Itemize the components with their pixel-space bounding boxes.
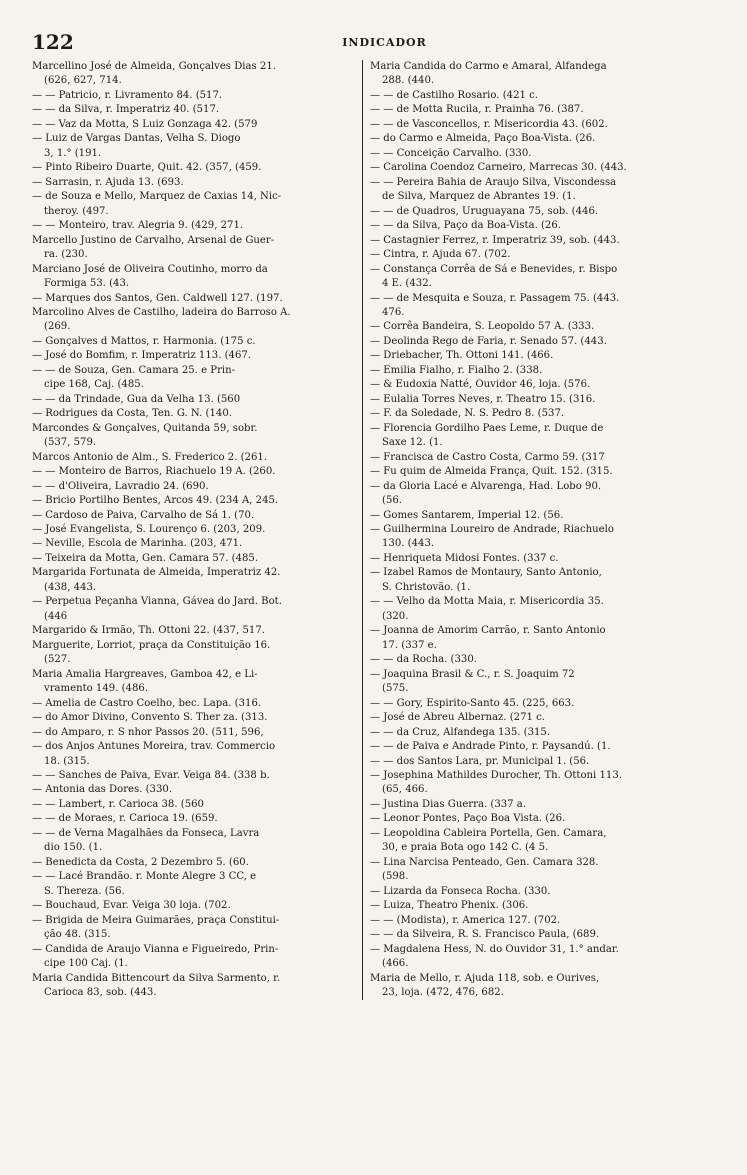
directory-line: — Josephina Mathildes Durocher, Th. Ottoni 113. — [370, 769, 622, 781]
directory-line: — Bouchaud, Evar. Veiga 30 loja. (702. — [32, 900, 231, 912]
directory-line: — Pinto Ribeiro Duarte, Quit. 42. (357, (459. — [32, 162, 262, 174]
directory-line: — — de Mesquita e Souza, r. Passagem 75. (443. — [370, 292, 620, 304]
directory-line: Marcellino José de Almeida, Gonçalves Dias 21. — [32, 61, 276, 72]
directory-line: (320. — [382, 610, 409, 622]
directory-line: — Lina Narcisa Penteado, Gen. Camara 328. — [370, 856, 599, 868]
directory-line: Maria Candida Bittencourt da Silva Sarmento, r. — [32, 972, 281, 984]
directory-line: Marcolino Alves de Castilho, ladeira do Barroso A. — [32, 306, 291, 318]
directory-line: Saxe 12. (1. — [382, 437, 443, 449]
directory-line: — Brigida de Meira Guimarães, praça Constitui- — [32, 914, 280, 926]
directory-line: — — Vaz da Motta, S Luiz Gonzaga 42. (579 — [32, 118, 258, 130]
directory-line: vramento 149. (486. — [44, 683, 149, 695]
directory-line: — — da Silva, Paço da Boa-Vista. (26. — [370, 220, 561, 232]
directory-line: — do Amor Divino, Convento S. Ther za. (313. — [32, 712, 268, 724]
directory-line: (65, 466. — [382, 784, 428, 796]
left-column — [32, 60, 362, 1000]
directory-line: — José Evangelista, S. Lourenço 6. (203, 209. — [32, 524, 266, 535]
directory-line: — — (Modista), r. America 127. (702. — [370, 914, 561, 926]
directory-line: — — Monteiro de Barros, Riachuelo 19 A. (260. — [32, 466, 276, 478]
directory-line: — Emilia Fialho, r. Fialho 2. (338. — [370, 364, 543, 376]
directory-line: Formiga 53. (43. — [44, 278, 130, 290]
directory-line: — — de Verna Magalhães da Fonseca, Lavra — [32, 827, 260, 839]
directory-line: — dos Anjos Antunes Moreira, trav. Commercio — [32, 741, 276, 753]
directory-line: — Izabel Ramos de Montaury, Santo Antonio, — [370, 567, 602, 579]
directory-line: — Castagnier Ferrez, r. Imperatriz 39, sob. (443. — [370, 234, 620, 246]
directory-line: — Perpetua Peçanha Vianna, Gávea do Jard. Bot. — [32, 596, 282, 608]
directory-line: — Amelia de Castro Coelho, bec. Lapa. (316. — [32, 697, 262, 709]
directory-line: (438, 443. — [44, 581, 97, 593]
directory-line: (269. — [44, 321, 71, 333]
directory-line: — Leopoldina Cableira Portella, Gen. Camara, — [370, 827, 607, 839]
directory-line: — — da Cruz, Alfandega 135. (315. — [370, 726, 551, 738]
directory-line: 130. (443. — [382, 538, 435, 550]
directory-line: — Florencia Gordilho Paes Leme, r. Duque de — [370, 422, 604, 434]
directory-line: — Henriqueta Midosi Fontes. (337 c. — [370, 552, 559, 564]
directory-line: — Antonia das Dores. (330. — [32, 784, 173, 796]
directory-line: (575. — [382, 683, 409, 695]
directory-line: — Bricio Portilho Bentes, Arcos 49. (234 A, 245. — [32, 495, 279, 507]
directory-line: 23, loja. (472, 476, 682. — [382, 987, 504, 998]
directory-line: — do Carmo e Almeida, Paço Boa-Vista. (26. — [370, 133, 596, 145]
directory-line: de Silva, Marquez de Abrantes 19. (1. — [382, 191, 576, 203]
directory-line: — — Monteiro, trav. Alegria 9. (429, 271. — [32, 220, 244, 232]
directory-line: — Marques dos Santos, Gen. Caldwell 127. (197. — [32, 292, 283, 304]
directory-line: — Gomes Santarem, Imperial 12. (56. — [370, 509, 564, 521]
directory-line: — Eulalia Torres Neves, r. Theatro 15. (316. — [370, 393, 596, 405]
directory-line: — — Pereira Bahia de Araujo Silva, Viscondessa — [370, 176, 617, 188]
directory-line: cipe 168, Caj. (485. — [44, 379, 144, 391]
directory-line: Maria de Mello, r. Ajuda 118, sob. e Ourives, — [370, 972, 600, 984]
directory-line: — — da Silveira, R. S. Francisco Paula, (689. — [370, 929, 600, 941]
directory-line: Marguerite, Lorriot, praça da Constituição 16. — [32, 639, 271, 651]
directory-line: — Luiza, Theatro Phenix. (306. — [370, 900, 529, 912]
directory-line: — — de Moraes, r. Carioca 19. (659. — [32, 813, 218, 825]
directory-line: — Fu quim de Almeida França, Quit. 152. (315. — [370, 466, 613, 478]
directory-line: (56. — [382, 495, 402, 507]
directory-line: S. Thereza. (56. — [44, 885, 125, 897]
directory-line: — Corrêa Bandeira, S. Leopoldo 57 A. (333. — [370, 321, 595, 333]
directory-line: — — da Rocha. (330. — [370, 654, 477, 666]
directory-line: — Deolinda Rego de Faria, r. Senado 57. (443. — [370, 335, 607, 347]
directory-line: — — d'Oliveira, Lavradio 24. (690. — [32, 480, 209, 492]
directory-line: — Candida de Araujo Vianna e Figueiredo, Prin- — [32, 943, 279, 955]
directory-line: — Carolina Coendoz Carneiro, Marrecas 30. (443. — [370, 162, 627, 174]
directory-line: 476. — [382, 306, 405, 318]
directory-line: Carioca 83, sob. (443. — [44, 987, 157, 998]
page-header — [32, 30, 737, 52]
directory-line: (626, 627, 714. — [44, 75, 122, 87]
directory-line: — — de Paiva e Andrade Pinto, r. Paysandú. (1. — [370, 741, 611, 753]
directory-line: — — de Quadros, Uruguayana 75, sob. (446. — [370, 205, 599, 217]
directory-line: — Teixeira da Motta, Gen. Camara 57. (485. — [32, 552, 259, 564]
directory-line: — — de Souza, Gen. Camara 25. e Prin- — [32, 364, 236, 376]
right-column — [363, 60, 701, 1000]
directory-line: — José de Abreu Albernaz. (271 c. — [370, 712, 545, 724]
directory-line: cipe 100 Caj. (1. — [44, 958, 128, 970]
directory-line: dio 150. (1. — [44, 842, 103, 854]
directory-line: Marcos Antonio de Alm., S. Frederico 2. (261. — [32, 451, 268, 463]
directory-line: (466. — [382, 958, 409, 970]
directory-line: — F. da Soledade, N. S. Pedro 8. (537. — [370, 408, 565, 420]
directory-line: — Luiz de Vargas Dantas, Velha S. Diogo — [32, 133, 241, 145]
directory-line: — & Eudoxia Natté, Ouvidor 46, loja. (576. — [370, 379, 591, 391]
directory-line: — — dos Santos Lara, pr. Municipal 1. (56. — [370, 755, 590, 767]
directory-line: — — Lambert, r. Carioca 38. (560 — [32, 798, 204, 810]
directory-line: — Cardoso de Paiva, Carvalho de Sá 1. (70. — [32, 509, 255, 521]
directory-line: ção 48. (315. — [44, 929, 111, 941]
directory-line: — da Gloria Lacé e Alvarenga, Had. Lobo 90. — [370, 480, 602, 492]
directory-line: — — de Vasconcellos, r. Misericordia 43. (602. — [370, 118, 608, 130]
directory-line: — Justina Dias Guerra. (337 a. — [370, 798, 527, 810]
directory-line: — do Amparo, r. S nhor Passos 20. (511, 596, — [32, 726, 264, 738]
directory-line: — Driebacher, Th. Ottoni 141. (466. — [370, 350, 554, 362]
directory-line: — — de Motta Rucila, r. Prainha 76. (387. — [370, 104, 584, 116]
directory-line: — José do Bomfim, r. Imperatriz 113. (467. — [32, 350, 252, 362]
directory-line: Maria Candida do Carmo e Amaral, Alfandega — [370, 61, 607, 72]
directory-line: Margarida Fortunata de Almeida, Imperatriz 42. — [32, 567, 281, 579]
directory-line: — Constança Corrêa de Sá e Benevides, r. Bispo — [370, 263, 618, 275]
directory-line: — Joanna de Amorim Carrão, r. Santo Antonio — [370, 625, 606, 637]
directory-line: 4 E. (432. — [382, 278, 432, 290]
directory-line: 17. (337 e. — [382, 639, 437, 651]
directory-line: ra. (230. — [44, 249, 88, 261]
directory-line: — Magdalena Hess, N. do Ouvidor 31, 1.° andar. — [370, 943, 619, 955]
directory-line: — Guilhermina Loureiro de Andrade, Riachuelo — [370, 524, 614, 535]
directory-line: — — Patricio, r. Livramento 84. (517. — [32, 89, 223, 101]
directory-line: — Benedicta da Costa, 2 Dezembro 5. (60. — [32, 856, 249, 868]
directory-line: — — Velho da Motta Maia, r. Misericordia 35. — [370, 596, 604, 608]
directory-line: — — da Silva, r. Imperatriz 40. (517. — [32, 104, 220, 116]
directory-line: Marcello Justino de Carvalho, Arsenal de Guer- — [32, 234, 275, 246]
directory-line: 18. (315. — [44, 755, 90, 767]
directory-line: — Francisca de Castro Costa, Carmo 59. (317 — [370, 451, 605, 463]
directory-line: 30, e praia Bota ogo 142 C. (4 5. — [382, 842, 549, 854]
directory-line: — — Lacé Brandão. r. Monte Alegre 3 CC, e — [32, 871, 257, 883]
directory-line: (598. — [382, 871, 409, 883]
directory-line: — Rodrigues da Costa, Ten. G. N. (140. — [32, 408, 232, 420]
running-title: INDICADOR — [342, 36, 427, 49]
directory-line: — — Gory, Espirito-Santo 45. (225, 663. — [370, 697, 575, 709]
directory-line: — de Souza e Mello, Marquez de Caxias 14, Nic- — [32, 191, 282, 203]
directory-line: Margarido & Irmão, Th. Ottoni 22. (437, 517. — [32, 625, 265, 637]
directory-line: — Sarrasin, r. Ajuda 13. (693. — [32, 176, 184, 188]
directory-line: theroy. (497. — [44, 205, 109, 217]
directory-line: — — Conceição Carvalho. (330. — [370, 147, 532, 159]
directory-line: S. Christovão. (1. — [382, 581, 471, 593]
directory-line: — Joaquina Brasil & C., r. S. Joaquim 72 — [370, 668, 575, 680]
page-number: 122 — [32, 30, 74, 54]
directory-line: Marciano José de Oliveira Coutinho, morro da — [32, 263, 268, 275]
directory-line: 3, 1.° (191. — [44, 147, 102, 159]
directory-line: — Cintra, r. Ajuda 67. (702. — [370, 249, 511, 261]
directory-line: (527. — [44, 654, 71, 666]
directory-line: 288. (440. — [382, 75, 435, 87]
directory-line: (537, 579. — [44, 437, 97, 449]
directory-line: — — da Trindade, Gua da Velha 13. (560 — [32, 393, 241, 405]
directory-line: — Gonçalves d Mattos, r. Harmonia. (175 c. — [32, 335, 256, 347]
directory-line: — Leonor Pontes, Paço Boa Vista. (26. — [370, 813, 566, 825]
directory-line: — — Sanches de Paiva, Evar. Veiga 84. (338 b. — [32, 769, 270, 781]
two-column-body — [32, 60, 737, 1000]
directory-line: Marcondes & Gonçalves, Quitanda 59, sobr. — [32, 422, 258, 434]
directory-line: — — de Castilho Rosario. (421 c. — [370, 89, 538, 101]
directory-line: — Lizarda da Fonseca Rocha. (330. — [370, 885, 551, 897]
directory-line: — Neville, Escola de Marinha. (203, 471. — [32, 538, 243, 550]
directory-line: (446 — [44, 610, 68, 622]
directory-line: Maria Amalia Hargreaves, Gamboa 42, e Li- — [32, 668, 258, 680]
